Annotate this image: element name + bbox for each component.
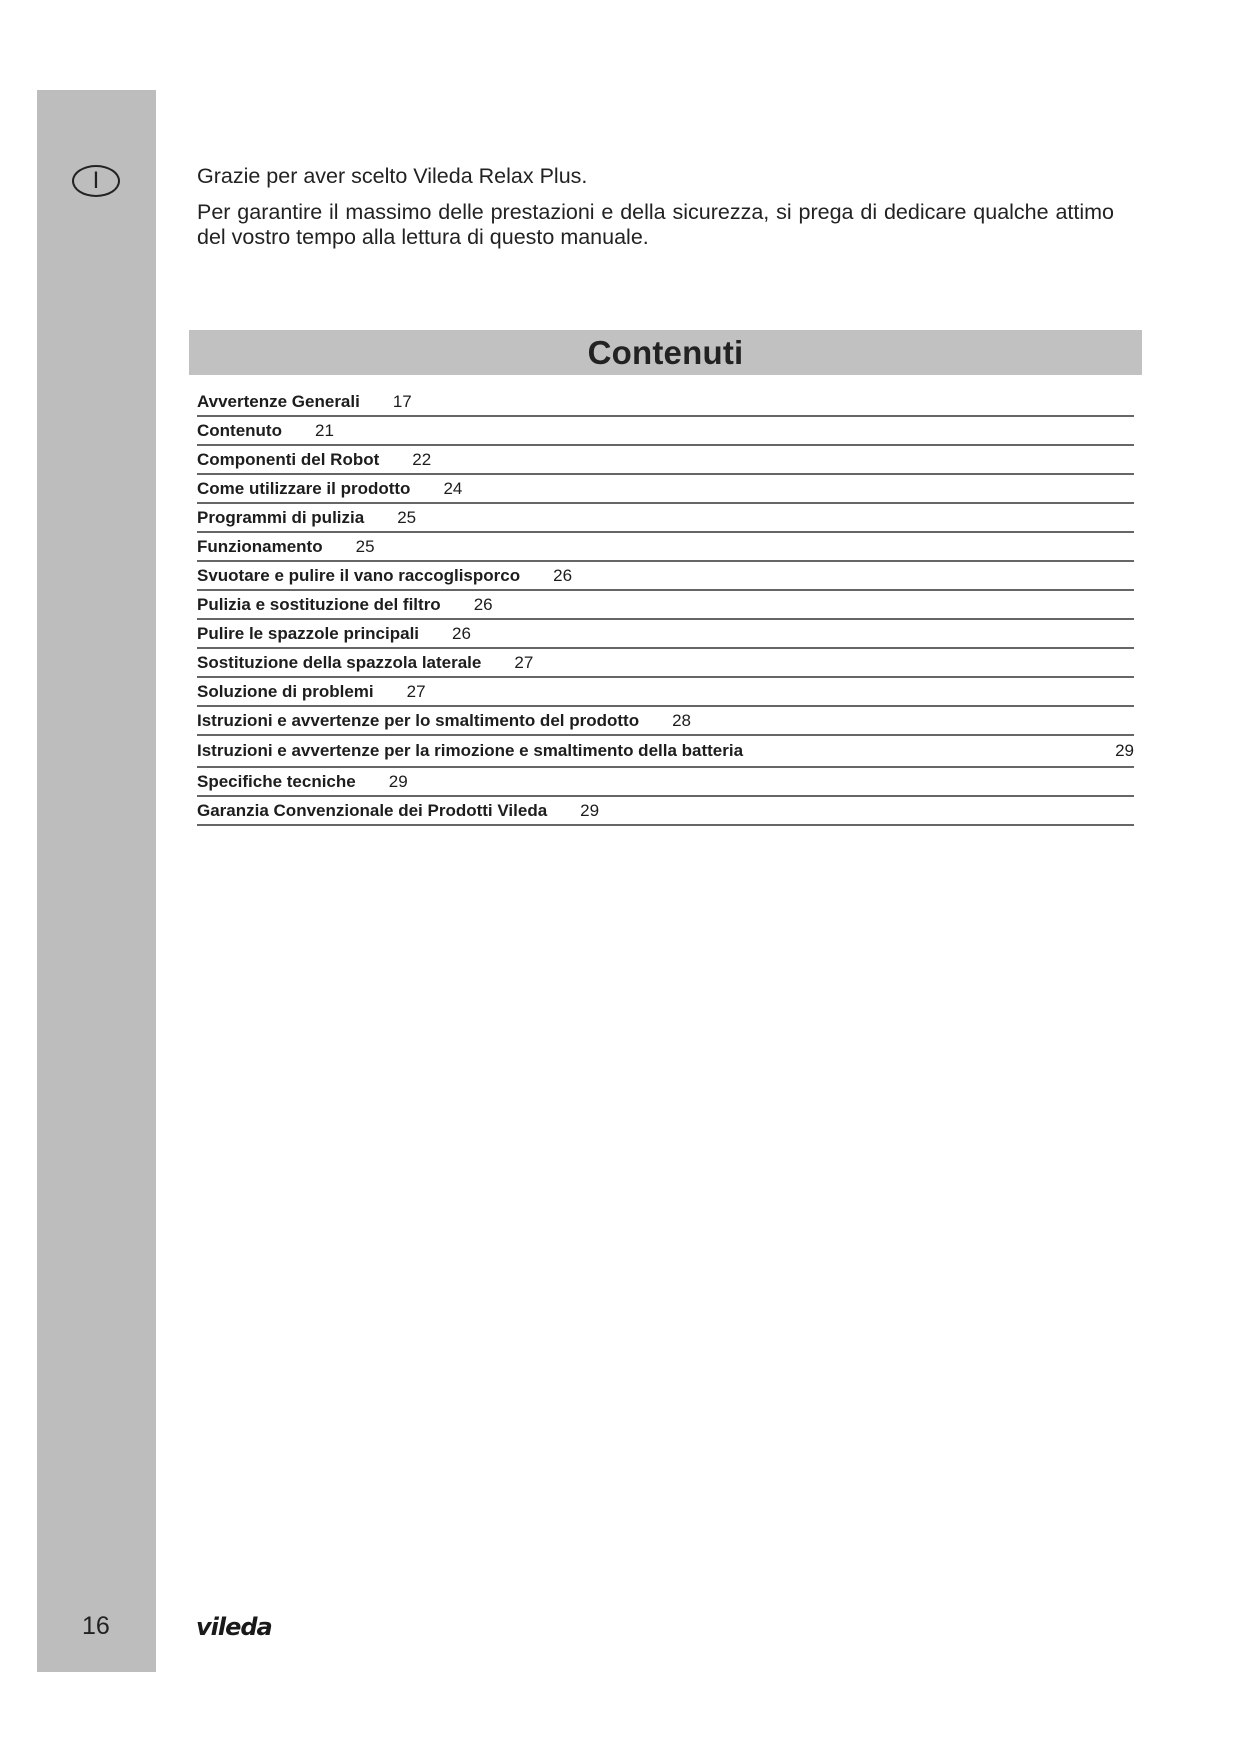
- contents-header: [189, 330, 1142, 375]
- toc-row[interactable]: [197, 736, 1134, 768]
- toc-label: Avvertenze Generali: [197, 391, 360, 411]
- language-badge: [72, 165, 120, 197]
- toc-label: Soluzione di problemi: [197, 681, 374, 701]
- toc-page: 29: [1115, 741, 1134, 760]
- toc-row[interactable]: [197, 417, 1134, 446]
- toc-page: 24: [443, 478, 463, 498]
- page-number: 16: [82, 1612, 110, 1640]
- toc-page: 26: [452, 623, 471, 643]
- toc-page: 21: [314, 420, 334, 440]
- toc-row[interactable]: [197, 504, 1134, 533]
- toc-row[interactable]: [197, 388, 1134, 417]
- toc-label: Componenti del Robot: [197, 449, 380, 469]
- toc-row[interactable]: [197, 678, 1134, 707]
- toc-label: Sostituzione della spazzola laterale: [197, 652, 482, 672]
- toc-row[interactable]: [197, 533, 1134, 562]
- toc-row[interactable]: [197, 707, 1134, 736]
- toc-label: Programmi di pulizia: [197, 507, 365, 527]
- toc-page: 29: [580, 800, 600, 820]
- toc-page: 27: [514, 652, 534, 672]
- toc-label: Funzionamento: [197, 536, 323, 556]
- toc-page: 26: [553, 565, 573, 585]
- toc-row[interactable]: [197, 591, 1134, 620]
- intro-line-2: Per garantire il massimo delle prestazioni e della sicurezza, si prega di dedicare qualche attimo del vostro tempo alla lettura di questo manuale.: [197, 200, 1114, 249]
- toc-page: 26: [473, 594, 493, 614]
- toc-row[interactable]: [197, 797, 1134, 826]
- intro-line-1: Grazie per aver scelto Vileda Relax Plus.: [197, 164, 588, 188]
- toc-label: Istruzioni e avvertenze per la rimozione e smaltimento della batteria: [197, 741, 744, 760]
- vileda-logo: vileda: [196, 1613, 272, 1641]
- toc-row[interactable]: [197, 768, 1134, 797]
- toc-row[interactable]: [197, 446, 1134, 475]
- toc-page: 28: [672, 710, 691, 730]
- toc-row[interactable]: [197, 649, 1134, 678]
- table-of-contents: [197, 388, 1134, 826]
- toc-label: Come utilizzare il prodotto: [197, 478, 411, 498]
- toc-row[interactable]: [197, 562, 1134, 591]
- sidebar: [37, 90, 156, 1672]
- toc-label: Garanzia Convenzionale dei Prodotti Vileda: [197, 800, 548, 820]
- toc-page: 17: [392, 391, 412, 411]
- toc-page: 29: [388, 771, 408, 791]
- toc-page: 22: [412, 449, 432, 469]
- toc-page: 27: [406, 681, 426, 701]
- toc-label: Pulizia e sostituzione del filtro: [197, 594, 441, 614]
- toc-label: Svuotare e pulire il vano raccoglisporco: [197, 565, 521, 585]
- toc-label: Pulire le spazzole principali: [197, 623, 420, 643]
- toc-page: 25: [397, 507, 417, 527]
- toc-label: Contenuto: [197, 420, 282, 440]
- toc-row[interactable]: [197, 475, 1134, 504]
- toc-label: Istruzioni e avvertenze per lo smaltimento del prodotto: [197, 710, 640, 730]
- toc-page: 25: [355, 536, 375, 556]
- intro-text: [197, 164, 1114, 250]
- toc-label: Specifiche tecniche: [197, 771, 356, 791]
- contents-title: Contenuti: [587, 333, 744, 371]
- language-badge-label: I: [92, 167, 100, 194]
- toc-row[interactable]: [197, 620, 1134, 649]
